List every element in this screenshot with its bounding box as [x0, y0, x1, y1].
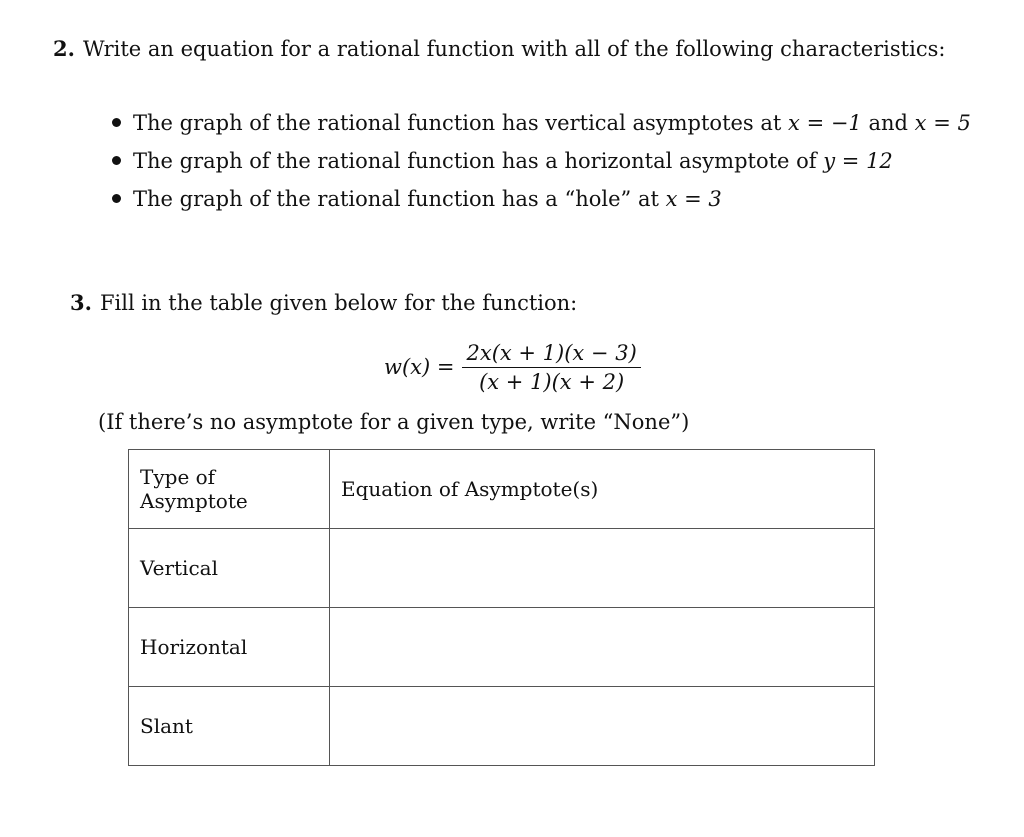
row-type-vertical: Vertical — [129, 529, 330, 608]
question-2-prompt: Write an equation for a rational function with all of the following characteristics: — [82, 37, 946, 61]
bullet-and: and — [868, 111, 908, 135]
row-equation-slant[interactable] — [329, 687, 874, 766]
function-formula — [384, 338, 641, 396]
table-header-type: Type of Asymptote — [129, 450, 330, 529]
bullet-text: The graph of the rational function has vertical asymptotes at — [133, 111, 782, 135]
instruction-note: (If there’s no asymptote for a given type, write “None”) — [98, 410, 690, 434]
row-type-slant: Slant — [129, 687, 330, 766]
question-2-bullets — [112, 108, 971, 222]
question-3-prompt: Fill in the table given below for the function: — [99, 291, 578, 315]
row-type-horizontal: Horizontal — [129, 608, 330, 687]
table-header-row — [129, 450, 875, 529]
bullet-item — [112, 108, 971, 146]
bullet-math: x = −1 — [788, 111, 862, 135]
bullet-text: The graph of the rational function has a “hole” at — [133, 187, 659, 211]
question-3 — [70, 290, 577, 315]
function-fraction — [462, 341, 640, 394]
bullet-dot-icon — [112, 118, 121, 127]
row-equation-horizontal[interactable] — [329, 608, 874, 687]
question-3-number: 3. — [70, 290, 92, 315]
bullet-math: y = 12 — [823, 149, 893, 173]
table-row — [129, 529, 875, 608]
bullet-dot-icon — [112, 194, 121, 203]
table-row — [129, 687, 875, 766]
bullet-text: The graph of the rational function has a horizontal asymptote of — [133, 149, 817, 173]
function-denominator: (x + 1)(x + 2) — [479, 369, 625, 394]
row-equation-vertical[interactable] — [329, 529, 874, 608]
question-2 — [53, 36, 945, 61]
bullet-item — [112, 146, 971, 184]
question-2-number: 2. — [53, 36, 75, 61]
function-lhs: w(x) = — [384, 355, 455, 379]
bullet-math: x = 3 — [665, 187, 722, 211]
table-header-equation: Equation of Asymptote(s) — [329, 450, 874, 529]
bullet-math: x = 5 — [914, 111, 971, 135]
bullet-dot-icon — [112, 156, 121, 165]
function-numerator: 2x(x + 1)(x − 3) — [462, 341, 640, 368]
bullet-item — [112, 184, 971, 222]
table-row — [129, 608, 875, 687]
asymptote-table — [128, 449, 875, 766]
